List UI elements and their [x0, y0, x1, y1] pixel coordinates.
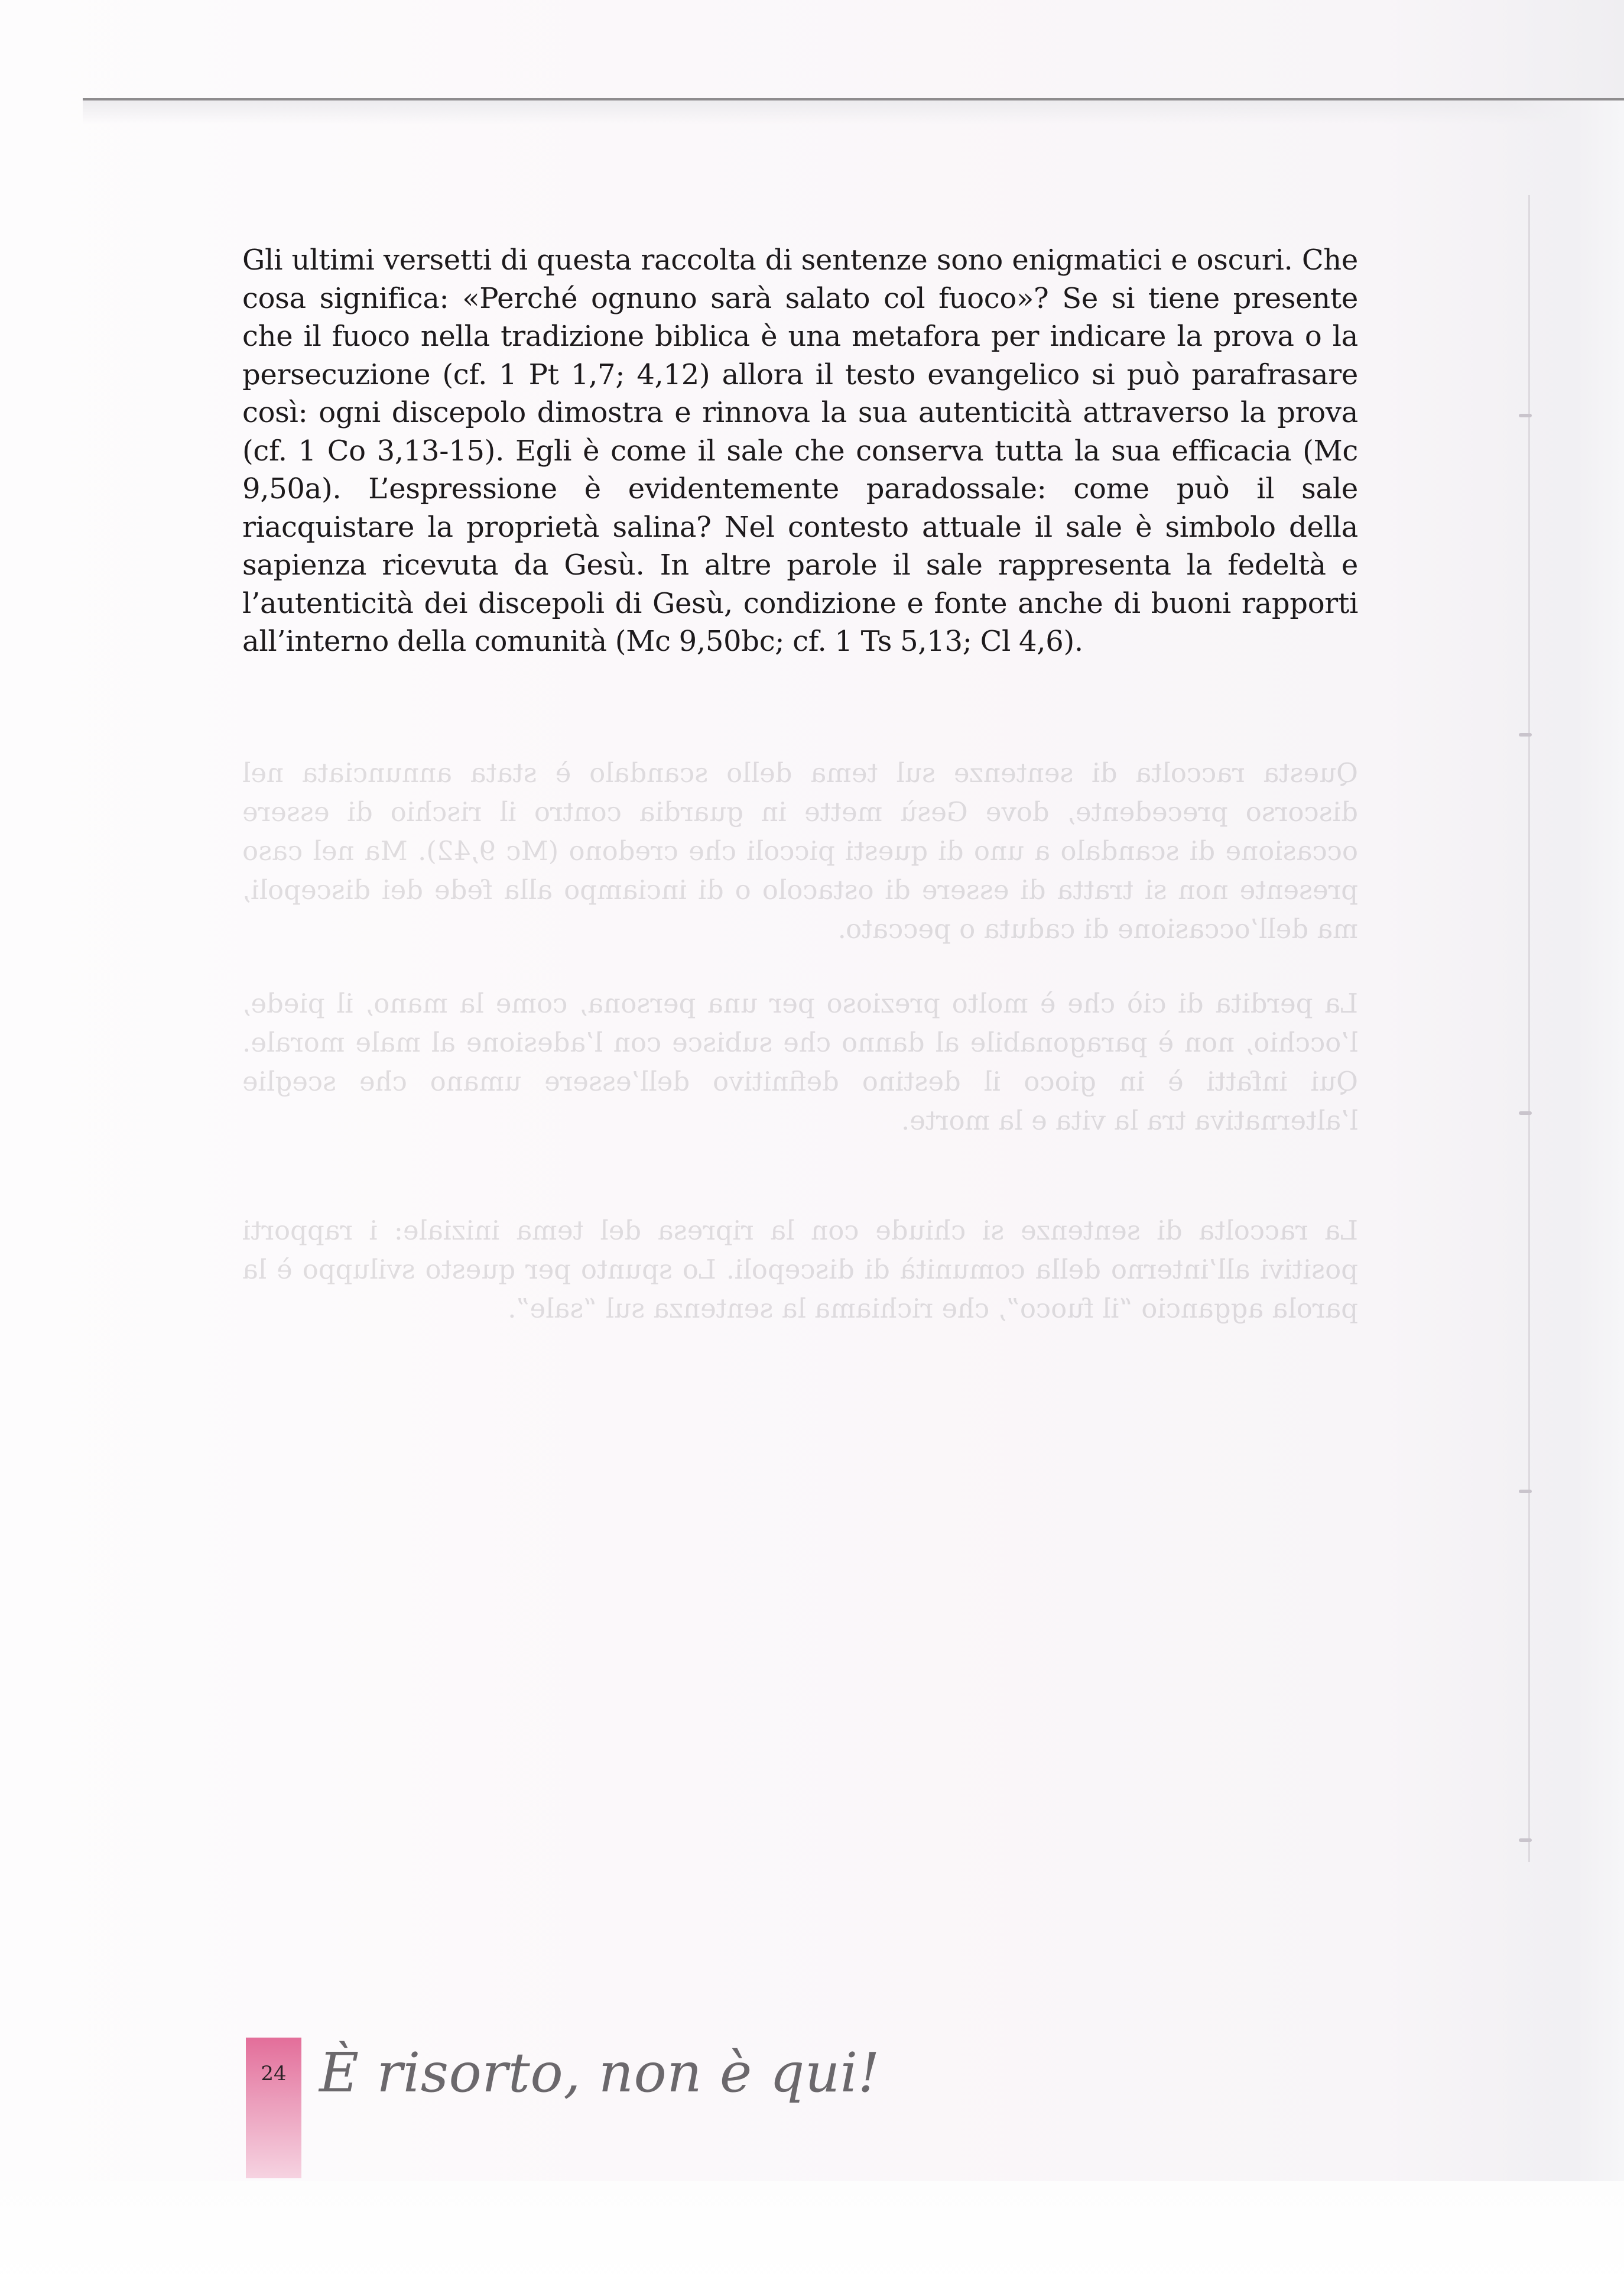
page-top-shadow — [83, 100, 1624, 124]
binding-mark — [1519, 1111, 1532, 1115]
binding-mark — [1519, 414, 1532, 417]
page-number-tab — [246, 2038, 301, 2178]
show-through-paragraph: Questa raccolta di sentenze sul tema dello scandalo è stata annunciata nel discorso precedente, dove Gesù mette in guardia contro il rischio di essere occasione di scandalo a uno di questi piccoli che credono (Mc 9,42). Ma nel caso presente non si tratta di essere di ostacolo o di inciampo alla fede dei discepoli, ma dell’occasione di caduta o peccato. — [242, 757, 1358, 945]
show-through-paragraph: La perdita di ciò che è molto prezioso per una persona, come la mano, il piede, l’occhio, non è paragonabile al danno che subisce con l’adesione al male morale. Qui infatti è in gioco il destino definitivo dell’essere umano che sceglie l’alternativa tra la vita e la morte. — [242, 988, 1358, 1136]
body-paragraph: Gli ultimi versetti di questa raccolta di sentenze sono enigmatici e oscuri. Che cosa significa: «Perché ognuno sarà salato col fuoco»? Se si tiene presente che il fuoco nella tradizione biblica è una metafora per indicare la prova o la persecuzione (cf. 1 Pt 1,7; 4,12) allora il testo evangelico si può parafrasare così: ogni discepolo dimostra e rinnova la sua autenticità attraverso la prova (cf. 1 Co 3,13-15). Egli è come il sale che conserva tutta la sua efficacia (Mc 9,50a). L’espressione è evidentemente paradossale: come può il sale riacquistare la proprietà salina? Nel contesto attuale il sale è simbolo della sapienza ricevuta da Gesù. In altre parole il sale rappresenta la fedeltà e l’autenticità dei discepoli di Gesù, condizione e fonte anche di buoni rapporti all’interno della comunità (Mc 9,50bc; cf. 1 Ts 5,13; Cl 4,6). — [242, 244, 1358, 658]
show-through-paragraph: La raccolta di sentenze si chiude con la ripresa del tema iniziale: i rapporti positivi all’interno della comunità di discepoli. Lo spunto per questo sviluppo è la parola aggancio “il fuoco”, che richiama la sentenza sul “sale”. — [242, 1215, 1358, 1324]
page-number: 24 — [261, 2062, 287, 2085]
show-through-text — [242, 754, 1358, 1328]
binding-mark — [1519, 1490, 1532, 1493]
page-top-edge — [83, 98, 1624, 100]
binding-mark — [1519, 1838, 1532, 1842]
binding-fold — [1528, 195, 1530, 1862]
page-bottom-margin — [0, 2181, 1624, 2290]
binding-mark — [1519, 733, 1532, 737]
running-title: È risorto, non è qui! — [319, 2041, 881, 2104]
